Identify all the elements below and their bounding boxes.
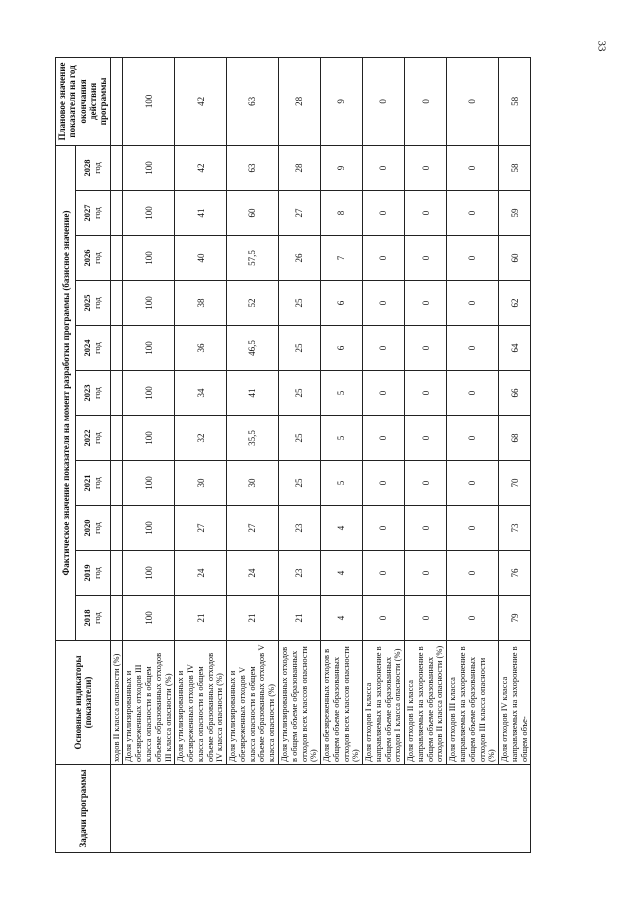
value-cell-2026: 7 bbox=[321, 236, 363, 281]
year-number: 2021 bbox=[82, 474, 93, 492]
planned-value-cell: 42 bbox=[175, 57, 227, 145]
indicators-header: Основные индикаторы (показатели) bbox=[56, 641, 111, 765]
value-cell-2026: 100 bbox=[123, 236, 175, 281]
value-cell-2023: 25 bbox=[278, 371, 320, 416]
value-cell-2028: 42 bbox=[175, 145, 227, 190]
value-cell-2024: 0 bbox=[447, 326, 499, 371]
value-cell-2021: 5 bbox=[321, 461, 363, 506]
value-cell-2024: 36 bbox=[175, 326, 227, 371]
value-cell-2024: 64 bbox=[499, 326, 531, 371]
value-cell-2028: 100 bbox=[123, 145, 175, 190]
year-suffix: год bbox=[92, 432, 103, 444]
value-cell-2027: 59 bbox=[499, 191, 531, 236]
table-row bbox=[447, 57, 499, 852]
year-suffix: год bbox=[92, 342, 103, 354]
year-number: 2024 bbox=[82, 339, 93, 357]
value-cell-2022: 35,5 bbox=[227, 416, 279, 461]
value-cell-2027: 0 bbox=[405, 191, 447, 236]
planned-value-cell: 0 bbox=[405, 57, 447, 145]
year-number: 2020 bbox=[82, 519, 93, 537]
year-header-2028 bbox=[76, 145, 110, 190]
table-row bbox=[175, 57, 227, 852]
indicator-cell: Доля отходов III класса направляемых на захоронение в общем объеме образованных отходов III класса опасности (%) bbox=[447, 641, 499, 765]
value-cell-2027: 0 bbox=[447, 191, 499, 236]
value-cell-2022: 25 bbox=[278, 416, 320, 461]
value-cell-2022: 68 bbox=[499, 416, 531, 461]
value-cell-2018: 21 bbox=[175, 596, 227, 641]
value-cell-2020: 0 bbox=[447, 506, 499, 551]
table-row bbox=[363, 57, 405, 852]
value-cell-2023: 41 bbox=[227, 371, 279, 416]
value-cell-2025: 52 bbox=[227, 281, 279, 326]
value-cell-2026: 57,5 bbox=[227, 236, 279, 281]
value-cell-2018 bbox=[110, 596, 123, 641]
year-suffix: год bbox=[92, 162, 103, 174]
value-cell-2025: 62 bbox=[499, 281, 531, 326]
table-row bbox=[278, 57, 320, 852]
value-cell-2022: 0 bbox=[363, 416, 405, 461]
value-cell-2028: 0 bbox=[447, 145, 499, 190]
value-cell-2028: 63 bbox=[227, 145, 279, 190]
value-cell-2019: 100 bbox=[123, 551, 175, 596]
indicator-cell: ходов II класса опасности (%) bbox=[110, 641, 123, 765]
year-header-2024 bbox=[76, 326, 110, 371]
value-cell-2019 bbox=[110, 551, 123, 596]
year-number: 2028 bbox=[82, 159, 93, 177]
value-cell-2025: 38 bbox=[175, 281, 227, 326]
table-row bbox=[499, 57, 531, 852]
table-row bbox=[123, 57, 175, 852]
value-cell-2023: 0 bbox=[405, 371, 447, 416]
actual-values-header: Фактическое значение показателя на момент разработки программы (базисное значение) bbox=[56, 145, 76, 640]
value-cell-2024: 0 bbox=[405, 326, 447, 371]
value-cell-2025: 0 bbox=[447, 281, 499, 326]
header-row-1 bbox=[56, 57, 76, 852]
year-header-2022 bbox=[76, 416, 110, 461]
value-cell-2019: 4 bbox=[321, 551, 363, 596]
value-cell-2020 bbox=[110, 506, 123, 551]
value-cell-2021: 100 bbox=[123, 461, 175, 506]
indicator-cell: Доля утилизированных и обезвреженных отходов V класса опасности в общем объеме образованных отходов V класса опасности (%) bbox=[227, 641, 279, 765]
year-header-2026 bbox=[76, 236, 110, 281]
value-cell-2018: 100 bbox=[123, 596, 175, 641]
planned-value-cell: 9 bbox=[321, 57, 363, 145]
value-cell-2018: 0 bbox=[363, 596, 405, 641]
indicator-cell: Доля утилизированных отходов в общем объеме образованных отходов всех классов опасности (%) bbox=[278, 641, 320, 765]
value-cell-2023: 34 bbox=[175, 371, 227, 416]
value-cell-2028 bbox=[110, 145, 123, 190]
value-cell-2028: 9 bbox=[321, 145, 363, 190]
planned-value-cell: 58 bbox=[499, 57, 531, 145]
year-header-2023 bbox=[76, 371, 110, 416]
value-cell-2022 bbox=[110, 416, 123, 461]
value-cell-2024: 6 bbox=[321, 326, 363, 371]
planned-value-cell bbox=[110, 57, 123, 145]
value-cell-2028: 58 bbox=[499, 145, 531, 190]
value-cell-2022: 5 bbox=[321, 416, 363, 461]
value-cell-2023: 0 bbox=[363, 371, 405, 416]
year-number: 2018 bbox=[82, 609, 93, 627]
year-suffix: год bbox=[92, 297, 103, 309]
indicator-cell: Доля отходов I класса направляемых на захоронение в общем объеме образованных отходов I класса опасности (%) bbox=[363, 641, 405, 765]
value-cell-2027: 0 bbox=[363, 191, 405, 236]
value-cell-2022: 0 bbox=[405, 416, 447, 461]
value-cell-2025: 0 bbox=[405, 281, 447, 326]
value-cell-2022: 32 bbox=[175, 416, 227, 461]
table-row bbox=[321, 57, 363, 852]
planned-value-cell: 28 bbox=[278, 57, 320, 145]
value-cell-2026: 26 bbox=[278, 236, 320, 281]
value-cell-2018: 21 bbox=[227, 596, 279, 641]
value-cell-2024: 46,5 bbox=[227, 326, 279, 371]
planned-value-cell: 100 bbox=[123, 57, 175, 145]
value-cell-2020: 27 bbox=[227, 506, 279, 551]
indicators-table bbox=[55, 57, 531, 853]
value-cell-2019: 24 bbox=[227, 551, 279, 596]
value-cell-2027: 100 bbox=[123, 191, 175, 236]
value-cell-2027: 41 bbox=[175, 191, 227, 236]
value-cell-2019: 23 bbox=[278, 551, 320, 596]
planned-value-cell: 0 bbox=[363, 57, 405, 145]
year-suffix: год bbox=[92, 567, 103, 579]
year-number: 2019 bbox=[82, 564, 93, 582]
value-cell-2026: 0 bbox=[363, 236, 405, 281]
value-cell-2018: 0 bbox=[405, 596, 447, 641]
year-number: 2026 bbox=[82, 249, 93, 267]
year-suffix: год bbox=[92, 612, 103, 624]
value-cell-2019: 24 bbox=[175, 551, 227, 596]
value-cell-2027: 27 bbox=[278, 191, 320, 236]
value-cell-2026 bbox=[110, 236, 123, 281]
tasks-header: Задачи программы bbox=[56, 765, 111, 853]
value-cell-2019: 0 bbox=[447, 551, 499, 596]
indicator-cell: Доля отходов IV класса направляемых на захоронение в общем объе- bbox=[499, 641, 531, 765]
value-cell-2026: 60 bbox=[499, 236, 531, 281]
rotated-table-container bbox=[55, 58, 640, 853]
task-cell bbox=[110, 765, 531, 853]
page-number: 33 bbox=[595, 40, 608, 52]
value-cell-2020: 100 bbox=[123, 506, 175, 551]
planned-value-cell: 63 bbox=[227, 57, 279, 145]
year-header-2025 bbox=[76, 281, 110, 326]
value-cell-2021: 30 bbox=[175, 461, 227, 506]
value-cell-2023 bbox=[110, 371, 123, 416]
value-cell-2024: 25 bbox=[278, 326, 320, 371]
year-suffix: год bbox=[92, 387, 103, 399]
value-cell-2025: 0 bbox=[363, 281, 405, 326]
value-cell-2027: 60 bbox=[227, 191, 279, 236]
value-cell-2020: 4 bbox=[321, 506, 363, 551]
value-cell-2026: 0 bbox=[447, 236, 499, 281]
value-cell-2026: 40 bbox=[175, 236, 227, 281]
year-suffix: год bbox=[92, 522, 103, 534]
value-cell-2023: 100 bbox=[123, 371, 175, 416]
year-number: 2022 bbox=[82, 429, 93, 447]
value-cell-2020: 0 bbox=[405, 506, 447, 551]
value-cell-2020: 73 bbox=[499, 506, 531, 551]
value-cell-2019: 0 bbox=[363, 551, 405, 596]
value-cell-2027: 8 bbox=[321, 191, 363, 236]
value-cell-2024 bbox=[110, 326, 123, 371]
year-suffix: год bbox=[92, 252, 103, 264]
indicator-cell: Доля отходов II класса направляемых на захоронение в общем объеме образованных отходов II класса опасности (%) bbox=[405, 641, 447, 765]
planned-value-header: Плановое значение показателя на год окончания действия программы bbox=[56, 57, 111, 145]
year-suffix: год bbox=[92, 207, 103, 219]
value-cell-2019: 0 bbox=[405, 551, 447, 596]
value-cell-2023: 5 bbox=[321, 371, 363, 416]
value-cell-2021: 0 bbox=[363, 461, 405, 506]
value-cell-2021: 0 bbox=[405, 461, 447, 506]
indicator-cell: Доля утилизированных и обезвреженных отходов III класса опасности в общем объеме образованных отходов III класса опасности (%) bbox=[123, 641, 175, 765]
value-cell-2023: 0 bbox=[447, 371, 499, 416]
table-body bbox=[110, 57, 531, 852]
value-cell-2019: 76 bbox=[499, 551, 531, 596]
table-row bbox=[110, 57, 123, 852]
value-cell-2021: 30 bbox=[227, 461, 279, 506]
value-cell-2021: 70 bbox=[499, 461, 531, 506]
year-number: 2023 bbox=[82, 384, 93, 402]
value-cell-2020: 27 bbox=[175, 506, 227, 551]
value-cell-2021: 0 bbox=[447, 461, 499, 506]
value-cell-2018: 21 bbox=[278, 596, 320, 641]
planned-value-cell: 0 bbox=[447, 57, 499, 145]
value-cell-2025 bbox=[110, 281, 123, 326]
value-cell-2025: 25 bbox=[278, 281, 320, 326]
value-cell-2027 bbox=[110, 191, 123, 236]
indicator-cell: Доля утилизированных и обезвреженных отходов IV класса опасности в общем объеме образованных отходов IV класса опасности (%) bbox=[175, 641, 227, 765]
year-suffix: год bbox=[92, 477, 103, 489]
value-cell-2018: 4 bbox=[321, 596, 363, 641]
year-header-2027 bbox=[76, 191, 110, 236]
value-cell-2021 bbox=[110, 461, 123, 506]
year-header-2020 bbox=[76, 506, 110, 551]
value-cell-2028: 28 bbox=[278, 145, 320, 190]
value-cell-2022: 0 bbox=[447, 416, 499, 461]
value-cell-2023: 66 bbox=[499, 371, 531, 416]
value-cell-2025: 6 bbox=[321, 281, 363, 326]
year-header-2021 bbox=[76, 461, 110, 506]
value-cell-2028: 0 bbox=[363, 145, 405, 190]
year-number: 2027 bbox=[82, 204, 93, 222]
value-cell-2024: 100 bbox=[123, 326, 175, 371]
value-cell-2021: 25 bbox=[278, 461, 320, 506]
value-cell-2026: 0 bbox=[405, 236, 447, 281]
table-row bbox=[405, 57, 447, 852]
value-cell-2024: 0 bbox=[363, 326, 405, 371]
value-cell-2018: 0 bbox=[447, 596, 499, 641]
indicator-cell: Доля обезвреженных отходов в общем объеме образованных отходов всех классов опасности (%) bbox=[321, 641, 363, 765]
year-header-2019 bbox=[76, 551, 110, 596]
value-cell-2025: 100 bbox=[123, 281, 175, 326]
year-header-2018 bbox=[76, 596, 110, 641]
value-cell-2020: 23 bbox=[278, 506, 320, 551]
value-cell-2020: 0 bbox=[363, 506, 405, 551]
value-cell-2018: 79 bbox=[499, 596, 531, 641]
table-row bbox=[227, 57, 279, 852]
value-cell-2022: 100 bbox=[123, 416, 175, 461]
value-cell-2028: 0 bbox=[405, 145, 447, 190]
year-number: 2025 bbox=[82, 294, 93, 312]
